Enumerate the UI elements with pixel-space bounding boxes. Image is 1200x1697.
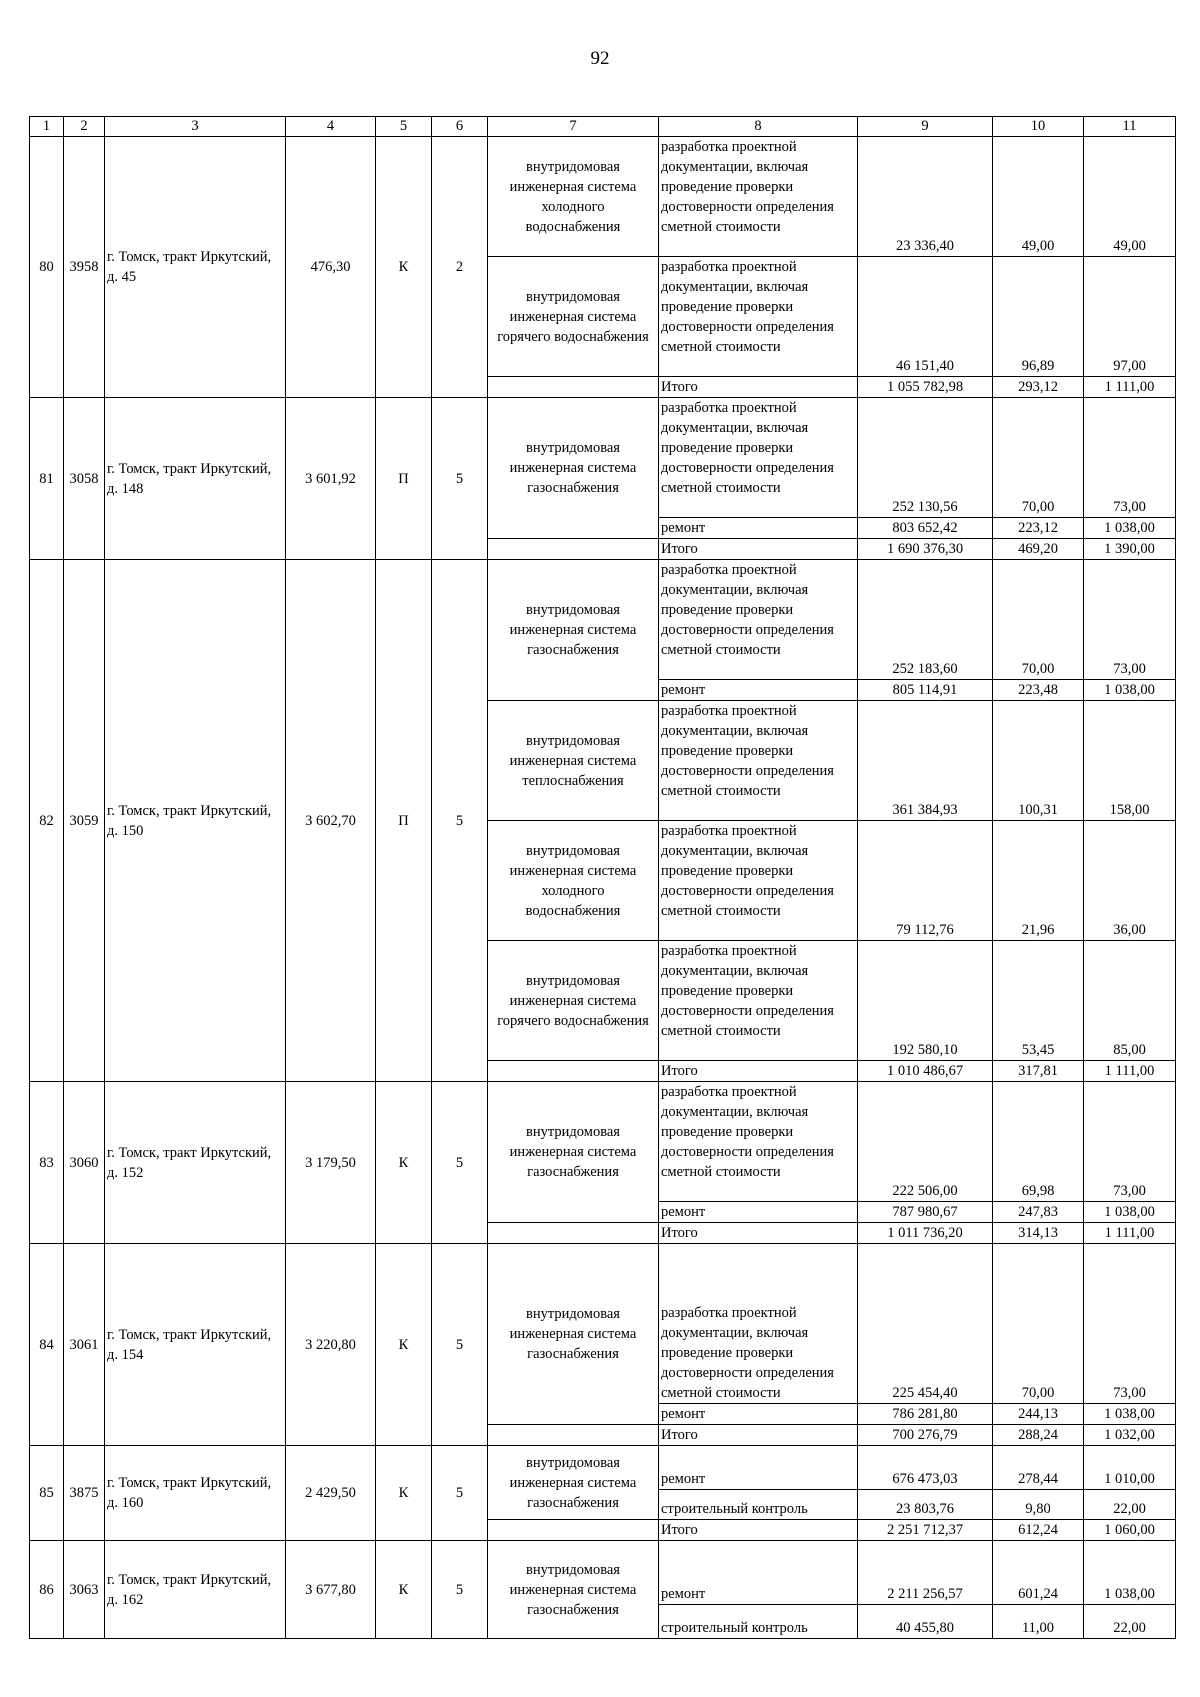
work-type: разработка проектной документации, включая проведение проверки достоверности определения сметной стоимости <box>659 821 858 941</box>
total-per-m2: 293,12 <box>993 377 1084 398</box>
row-number: 85 <box>30 1446 64 1541</box>
column-header: 2 <box>64 117 105 137</box>
total-sum: 1 011 736,20 <box>858 1223 993 1244</box>
table-row <box>30 1446 1176 1490</box>
cost-per-m2: 223,48 <box>993 680 1084 701</box>
area: 3 602,70 <box>286 560 376 1082</box>
cost-per-m2: 70,00 <box>993 560 1084 680</box>
cost-sum: 40 455,80 <box>858 1605 993 1639</box>
max-cost: 73,00 <box>1084 398 1176 518</box>
house-code: 3059 <box>64 560 105 1082</box>
cost-per-m2: 9,80 <box>993 1490 1084 1520</box>
address: г. Томск, тракт Иркутский, д. 154 <box>105 1244 286 1446</box>
area: 3 601,92 <box>286 398 376 560</box>
column-header: 6 <box>432 117 488 137</box>
row-number: 81 <box>30 398 64 560</box>
cost-sum: 676 473,03 <box>858 1446 993 1490</box>
cost-sum: 23 803,76 <box>858 1490 993 1520</box>
max-cost: 1 038,00 <box>1084 1541 1176 1605</box>
empty-cell <box>488 1425 659 1446</box>
total-label: Итого <box>659 377 858 398</box>
work-type: разработка проектной документации, включая проведение проверки достоверности определения сметной стоимости <box>659 1082 858 1202</box>
table-row <box>30 398 1176 518</box>
work-type: разработка проектной документации, включая проведение проверки достоверности определения сметной стоимости <box>659 398 858 518</box>
cost-sum: 79 112,76 <box>858 821 993 941</box>
row-number: 80 <box>30 137 64 398</box>
total-label: Итого <box>659 539 858 560</box>
column-header: 3 <box>105 117 286 137</box>
total-label: Итого <box>659 1223 858 1244</box>
cost-per-m2: 69,98 <box>993 1082 1084 1202</box>
house-code: 3060 <box>64 1082 105 1244</box>
work-type: ремонт <box>659 1202 858 1223</box>
total-per-m2: 612,24 <box>993 1520 1084 1541</box>
max-cost: 1 038,00 <box>1084 1202 1176 1223</box>
work-type: ремонт <box>659 518 858 539</box>
floors: 2 <box>432 137 488 398</box>
house-code: 3958 <box>64 137 105 398</box>
total-sum: 1 010 486,67 <box>858 1061 993 1082</box>
max-cost: 73,00 <box>1084 1244 1176 1404</box>
work-type: разработка проектной документации, включая проведение проверки достоверности определения сметной стоимости <box>659 257 858 377</box>
cost-per-m2: 11,00 <box>993 1605 1084 1639</box>
total-label: Итого <box>659 1061 858 1082</box>
empty-cell <box>488 377 659 398</box>
floors: 5 <box>432 1541 488 1639</box>
wall-type: К <box>376 137 432 398</box>
page-number: 92 <box>590 48 610 69</box>
max-cost: 36,00 <box>1084 821 1176 941</box>
system-name: внутридомовая инженерная система холодного водоснабжения <box>488 137 659 257</box>
address: г. Томск, тракт Иркутский, д. 148 <box>105 398 286 560</box>
column-header: 4 <box>286 117 376 137</box>
total-sum: 700 276,79 <box>858 1425 993 1446</box>
wall-type: П <box>376 560 432 1082</box>
cost-sum: 46 151,40 <box>858 257 993 377</box>
max-cost: 1 010,00 <box>1084 1446 1176 1490</box>
cost-per-m2: 96,89 <box>993 257 1084 377</box>
column-header: 10 <box>993 117 1084 137</box>
max-cost: 22,00 <box>1084 1605 1176 1639</box>
house-code: 3063 <box>64 1541 105 1639</box>
floors: 5 <box>432 1446 488 1541</box>
cost-sum: 252 183,60 <box>858 560 993 680</box>
cost-sum: 222 506,00 <box>858 1082 993 1202</box>
max-cost: 1 038,00 <box>1084 1404 1176 1425</box>
max-cost: 97,00 <box>1084 257 1176 377</box>
area: 3 677,80 <box>286 1541 376 1639</box>
column-header: 7 <box>488 117 659 137</box>
total-per-m2: 317,81 <box>993 1061 1084 1082</box>
cost-sum: 252 130,56 <box>858 398 993 518</box>
total-sum: 1 055 782,98 <box>858 377 993 398</box>
total-max: 1 390,00 <box>1084 539 1176 560</box>
address: г. Томск, тракт Иркутский, д. 152 <box>105 1082 286 1244</box>
total-max: 1 111,00 <box>1084 1223 1176 1244</box>
table-row <box>30 1541 1176 1605</box>
cost-per-m2: 223,12 <box>993 518 1084 539</box>
work-type: ремонт <box>659 1404 858 1425</box>
system-name: внутридомовая инженерная система газоснабжения <box>488 398 659 539</box>
cost-per-m2: 278,44 <box>993 1446 1084 1490</box>
row-number: 83 <box>30 1082 64 1244</box>
work-type: разработка проектной документации, включая проведение проверки достоверности определения сметной стоимости <box>659 1244 858 1404</box>
work-type: разработка проектной документации, включая проведение проверки достоверности определения сметной стоимости <box>659 560 858 680</box>
wall-type: К <box>376 1541 432 1639</box>
address: г. Томск, тракт Иркутский, д. 162 <box>105 1541 286 1639</box>
cost-per-m2: 53,45 <box>993 941 1084 1061</box>
max-cost: 85,00 <box>1084 941 1176 1061</box>
max-cost: 73,00 <box>1084 1082 1176 1202</box>
total-per-m2: 288,24 <box>993 1425 1084 1446</box>
column-header: 9 <box>858 117 993 137</box>
max-cost: 49,00 <box>1084 137 1176 257</box>
system-name: внутридомовая инженерная система газоснабжения <box>488 1244 659 1425</box>
wall-type: К <box>376 1446 432 1541</box>
area: 2 429,50 <box>286 1446 376 1541</box>
total-label: Итого <box>659 1520 858 1541</box>
total-per-m2: 469,20 <box>993 539 1084 560</box>
table-row <box>30 1244 1176 1404</box>
cost-per-m2: 244,13 <box>993 1404 1084 1425</box>
cost-per-m2: 49,00 <box>993 137 1084 257</box>
cost-sum: 805 114,91 <box>858 680 993 701</box>
empty-cell <box>488 539 659 560</box>
table-row <box>30 1082 1176 1202</box>
work-type: ремонт <box>659 680 858 701</box>
wall-type: К <box>376 1082 432 1244</box>
address: г. Томск, тракт Иркутский, д. 150 <box>105 560 286 1082</box>
cost-per-m2: 70,00 <box>993 398 1084 518</box>
system-name: внутридомовая инженерная система газоснабжения <box>488 1082 659 1223</box>
cost-per-m2: 247,83 <box>993 1202 1084 1223</box>
system-name: внутридомовая инженерная система газоснабжения <box>488 560 659 701</box>
max-cost: 73,00 <box>1084 560 1176 680</box>
address: г. Томск, тракт Иркутский, д. 45 <box>105 137 286 398</box>
empty-cell <box>488 1223 659 1244</box>
total-sum: 1 690 376,30 <box>858 539 993 560</box>
cost-sum: 787 980,67 <box>858 1202 993 1223</box>
cost-sum: 361 384,93 <box>858 701 993 821</box>
max-cost: 22,00 <box>1084 1490 1176 1520</box>
cost-sum: 225 454,40 <box>858 1244 993 1404</box>
floors: 5 <box>432 560 488 1082</box>
work-type: строительный контроль <box>659 1490 858 1520</box>
column-number-row <box>30 117 1176 137</box>
row-number: 86 <box>30 1541 64 1639</box>
floors: 5 <box>432 1244 488 1446</box>
cost-per-m2: 70,00 <box>993 1244 1084 1404</box>
empty-cell <box>488 1061 659 1082</box>
total-max: 1 111,00 <box>1084 1061 1176 1082</box>
system-name: внутридомовая инженерная система горячего водоснабжения <box>488 941 659 1061</box>
work-type: ремонт <box>659 1541 858 1605</box>
total-per-m2: 314,13 <box>993 1223 1084 1244</box>
max-cost: 1 038,00 <box>1084 518 1176 539</box>
work-type: разработка проектной документации, включая проведение проверки достоверности определения сметной стоимости <box>659 941 858 1061</box>
row-number: 82 <box>30 560 64 1082</box>
cost-per-m2: 601,24 <box>993 1541 1084 1605</box>
work-type: разработка проектной документации, включая проведение проверки достоверности определения сметной стоимости <box>659 137 858 257</box>
capital-repair-table <box>29 116 1176 1639</box>
area: 476,30 <box>286 137 376 398</box>
house-code: 3875 <box>64 1446 105 1541</box>
cost-sum: 2 211 256,57 <box>858 1541 993 1605</box>
table-row <box>30 137 1176 257</box>
area: 3 179,50 <box>286 1082 376 1244</box>
system-name: внутридомовая инженерная система холодного водоснабжения <box>488 821 659 941</box>
cost-sum: 23 336,40 <box>858 137 993 257</box>
column-header: 8 <box>659 117 858 137</box>
wall-type: П <box>376 398 432 560</box>
table-row <box>30 560 1176 680</box>
cost-per-m2: 21,96 <box>993 821 1084 941</box>
work-type: разработка проектной документации, включая проведение проверки достоверности определения сметной стоимости <box>659 701 858 821</box>
floors: 5 <box>432 398 488 560</box>
cost-sum: 192 580,10 <box>858 941 993 1061</box>
system-name: внутридомовая инженерная система газоснабжения <box>488 1541 659 1639</box>
work-type: ремонт <box>659 1446 858 1490</box>
column-header: 5 <box>376 117 432 137</box>
total-sum: 2 251 712,37 <box>858 1520 993 1541</box>
max-cost: 158,00 <box>1084 701 1176 821</box>
total-max: 1 060,00 <box>1084 1520 1176 1541</box>
cost-sum: 803 652,42 <box>858 518 993 539</box>
cost-per-m2: 100,31 <box>993 701 1084 821</box>
row-number: 84 <box>30 1244 64 1446</box>
column-header: 11 <box>1084 117 1176 137</box>
area: 3 220,80 <box>286 1244 376 1446</box>
system-name: внутридомовая инженерная система горячего водоснабжения <box>488 257 659 377</box>
total-max: 1 032,00 <box>1084 1425 1176 1446</box>
system-name: внутридомовая инженерная система теплоснабжения <box>488 701 659 821</box>
total-max: 1 111,00 <box>1084 377 1176 398</box>
column-header: 1 <box>30 117 64 137</box>
floors: 5 <box>432 1082 488 1244</box>
cost-sum: 786 281,80 <box>858 1404 993 1425</box>
house-code: 3058 <box>64 398 105 560</box>
system-name: внутридомовая инженерная система газоснабжения <box>488 1446 659 1520</box>
address: г. Томск, тракт Иркутский, д. 160 <box>105 1446 286 1541</box>
work-type: строительный контроль <box>659 1605 858 1639</box>
total-label: Итого <box>659 1425 858 1446</box>
max-cost: 1 038,00 <box>1084 680 1176 701</box>
wall-type: К <box>376 1244 432 1446</box>
house-code: 3061 <box>64 1244 105 1446</box>
empty-cell <box>488 1520 659 1541</box>
